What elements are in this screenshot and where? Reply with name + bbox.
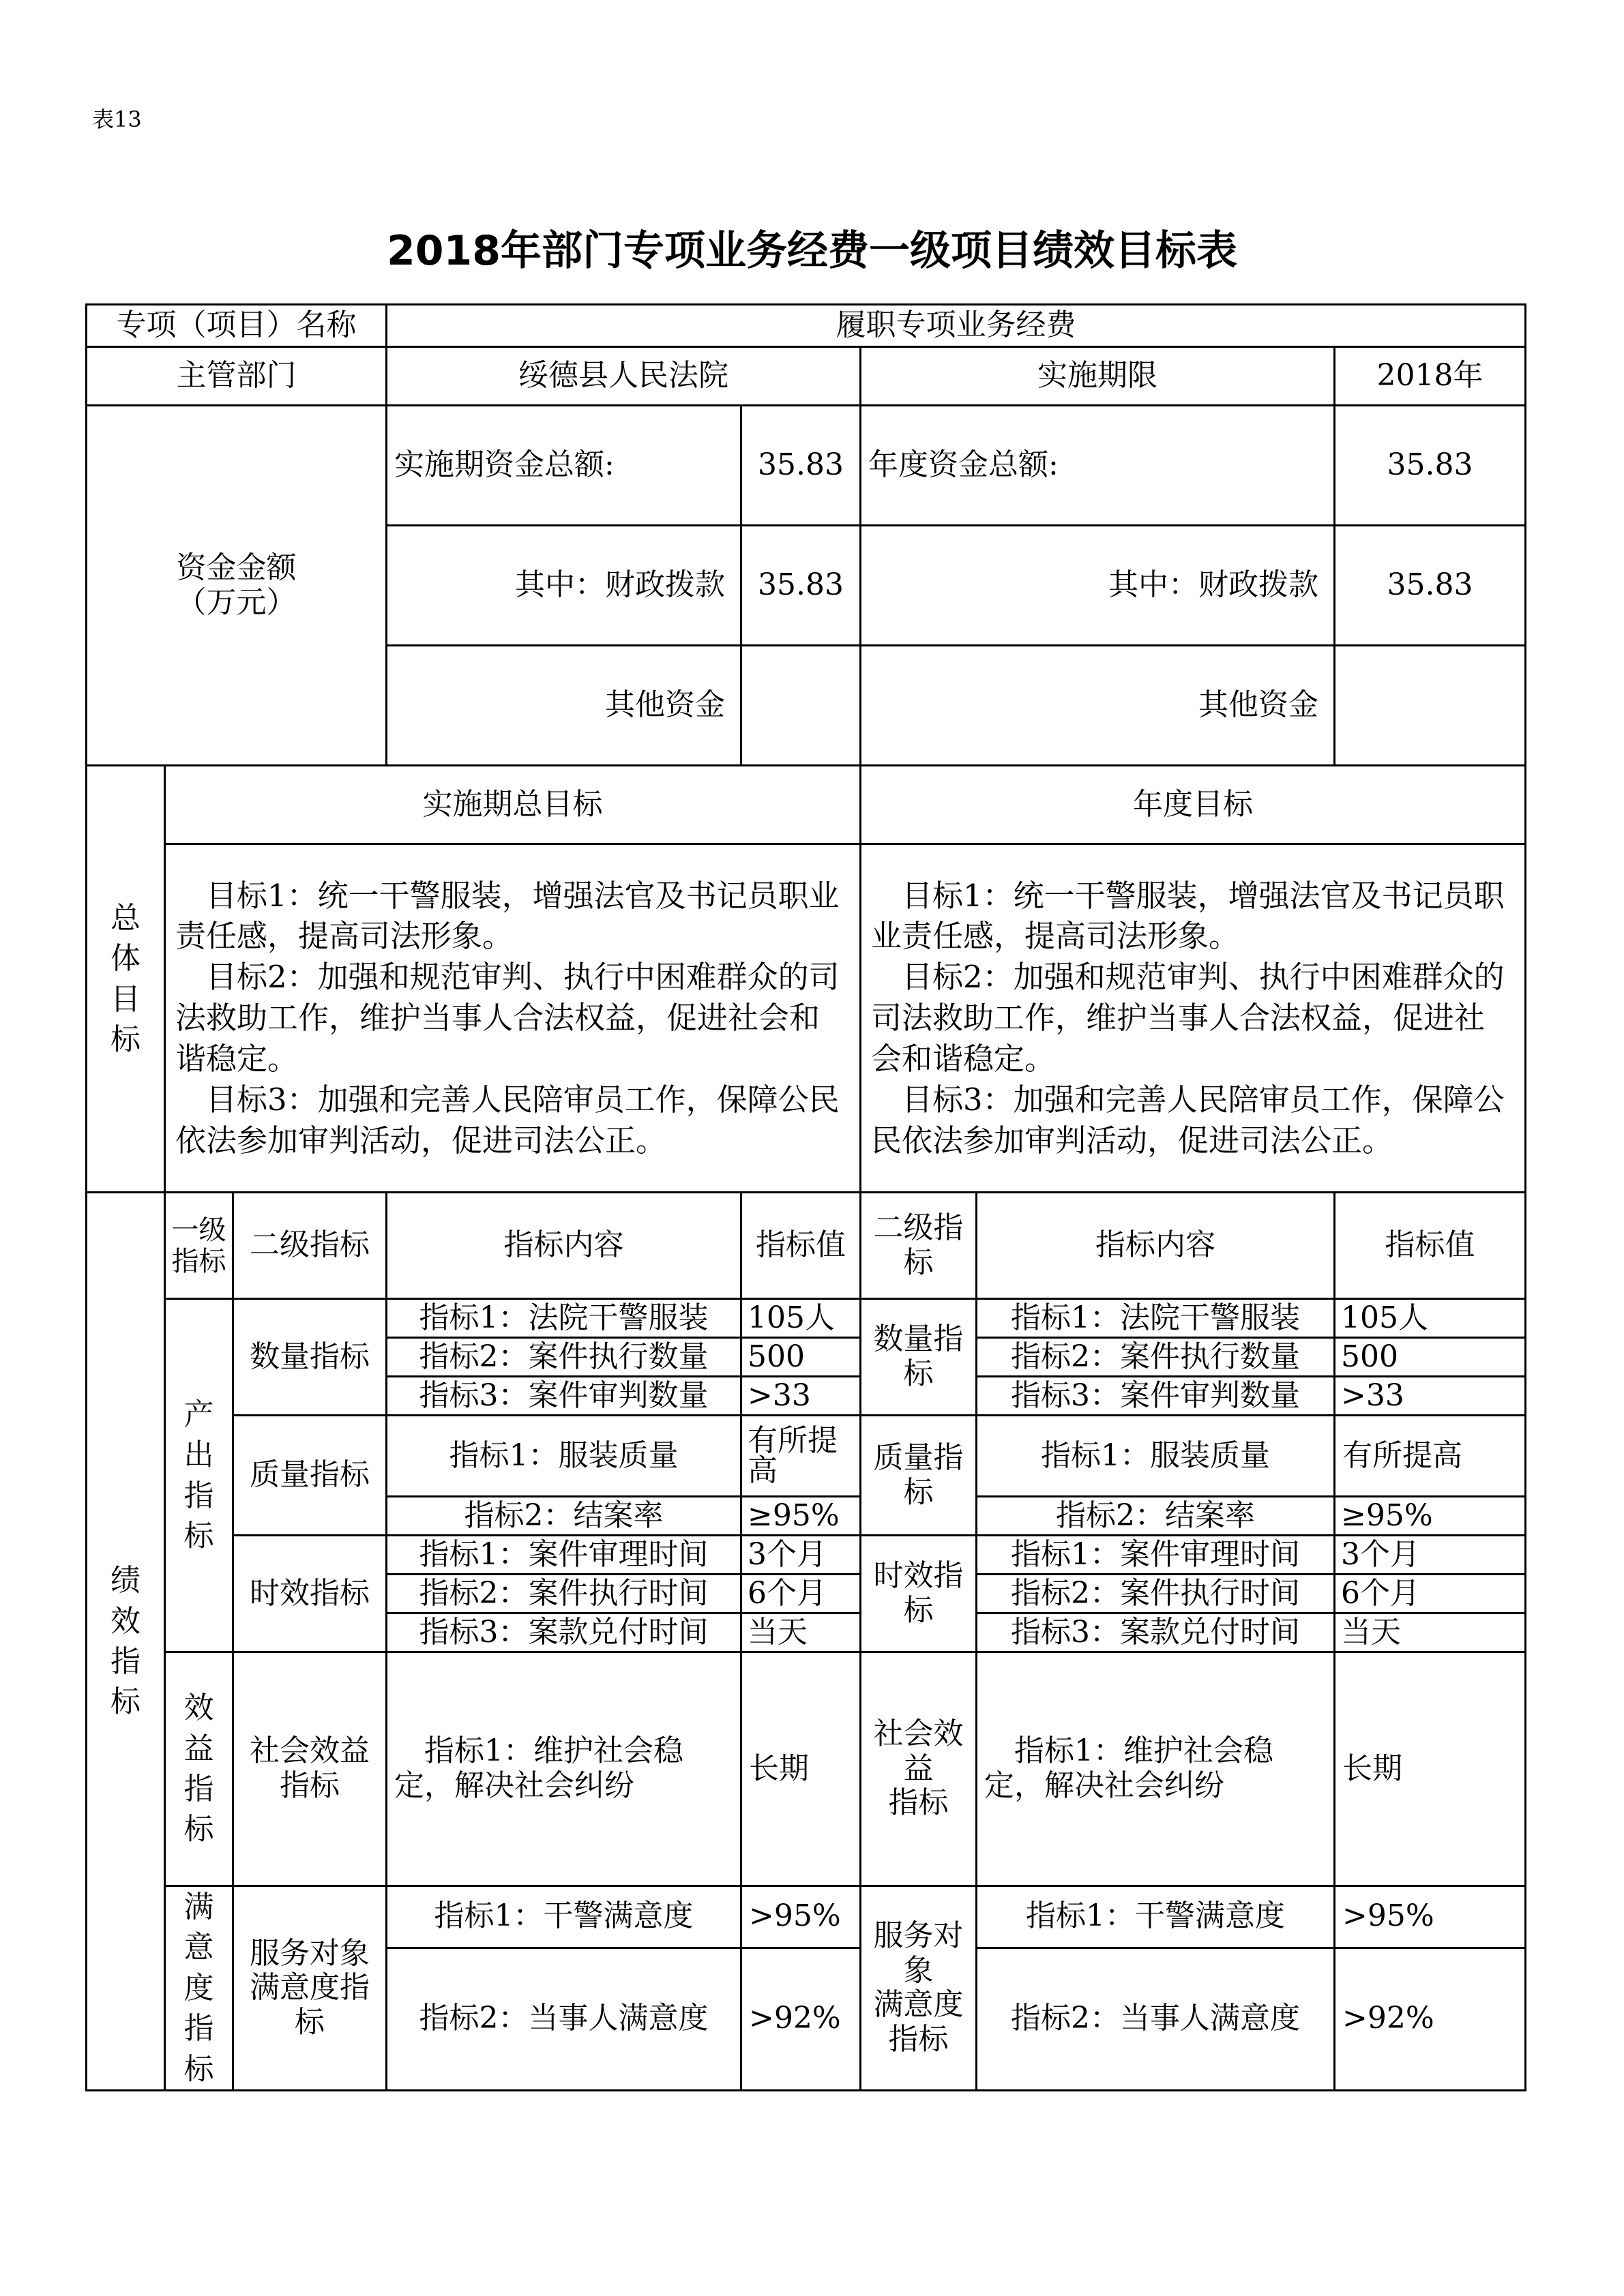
timeliness-label-right: 时效指 标 (861, 1536, 977, 1652)
impl-goal-1: 目标1：统一干警服装，增强法官及书记员职业责任感，提高司法形象。 (175, 877, 840, 955)
indicator-content-right: 指标1：服装质量 (977, 1416, 1335, 1497)
timeliness-label: 时效指标 (233, 1536, 387, 1652)
indicator-content: 指标1：服装质量 (387, 1416, 741, 1497)
benefit-indicators-label: 效 益 指 标 (165, 1652, 233, 1886)
goals-text-row (87, 844, 1526, 1193)
indicator-value: 当天 (741, 1613, 861, 1652)
value-header: 指标值 (741, 1193, 861, 1299)
project-row (87, 305, 1526, 347)
funds-label (87, 406, 387, 766)
year-goal-header: 年度目标 (861, 766, 1526, 844)
social-benefit-label: 社会效益 指标 (233, 1652, 387, 1886)
indicator-value: >92% (741, 1948, 861, 2090)
indicator-value: 105人 (741, 1299, 861, 1338)
impl-total-value: 35.83 (741, 406, 861, 526)
indicator-value-right: 3个月 (1335, 1536, 1526, 1575)
indicator-value-right: >95% (1335, 1886, 1526, 1948)
indicator-value: 3个月 (741, 1536, 861, 1575)
indicator-value-right: 6个月 (1335, 1575, 1526, 1613)
indicator-value-right: 105人 (1335, 1299, 1526, 1338)
level2-header-right: 二级指 标 (861, 1193, 977, 1299)
project-name-label: 专项（项目）名称 (87, 305, 387, 347)
indicator-value-right: 长期 (1335, 1652, 1526, 1886)
impl-goal-3: 目标3：加强和完善人民陪审员工作，保障公民依法参加审判活动，促进司法公正。 (175, 1081, 840, 1159)
project-name-value: 履职专项业务经费 (387, 305, 1526, 347)
quality-label-right: 质量指 标 (861, 1416, 977, 1536)
indicator-content: 指标3：案款兑付时间 (387, 1613, 741, 1652)
indicator-content-right: 指标1：案件审理时间 (977, 1536, 1335, 1575)
indicator-value-right: >92% (1335, 1948, 1526, 2090)
performance-indicators-label: 绩 效 指 标 (87, 1193, 165, 2091)
quantity-label-right: 数量指 标 (861, 1299, 977, 1416)
overall-goals-label: 总 体 目 标 (87, 766, 165, 1193)
indicator-content-right: 指标1：法院干警服装 (977, 1299, 1335, 1338)
indicator-content: 指标3：案件审判数量 (387, 1377, 741, 1416)
goals-header-row (87, 766, 1526, 844)
indicator-value: 500 (741, 1338, 861, 1377)
year-goal-text (861, 844, 1526, 1193)
funds-unit-line: （万元） (176, 584, 297, 620)
department-value: 绥德县人民法院 (387, 347, 861, 406)
output-indicators-label: 产 出 指 标 (165, 1299, 233, 1652)
indicator-header-row (87, 1193, 1526, 1299)
funds-label-line: 资金金额 (176, 550, 297, 585)
content-header-right: 指标内容 (977, 1193, 1335, 1299)
indicator-content: 指标2：案件执行时间 (387, 1575, 741, 1613)
impl-other-label: 其他资金 (387, 646, 741, 766)
department-row (87, 347, 1526, 406)
indicator-value: 有所提 高 (741, 1416, 861, 1497)
period-value: 2018年 (1335, 347, 1526, 406)
indicator-content-right: 指标2：案件执行时间 (977, 1575, 1335, 1613)
value-header-right: 指标值 (1335, 1193, 1526, 1299)
service-satisfaction-label-right: 服务对 象 满意度 指标 (861, 1886, 977, 2091)
year-other-label: 其他资金 (861, 646, 1335, 766)
indicator-value: 长期 (741, 1652, 861, 1886)
indicator-content-right: 指标2：当事人满意度 (977, 1948, 1335, 2090)
indicator-value: >95% (741, 1886, 861, 1948)
impl-fiscal-value: 35.83 (741, 526, 861, 646)
year-goal-2: 目标2：加强和规范审判、执行中困难群众的司法救助工作，维护当事人合法权益，促进社会和谐稳定。 (871, 959, 1505, 1077)
year-fiscal-value: 35.83 (1335, 526, 1526, 646)
indicator-content: 指标2：当事人满意度 (387, 1948, 741, 2090)
indicator-value-right: >33 (1335, 1377, 1526, 1416)
year-fiscal-label: 其中：财政拨款 (861, 526, 1335, 646)
performance-target-table (85, 303, 1526, 2091)
impl-goal-header: 实施期总目标 (165, 766, 861, 844)
service-satisfaction-label: 服务对象 满意度指 标 (233, 1886, 387, 2091)
level1-header: 一级 指标 (165, 1193, 233, 1299)
indicator-content-right: 指标1：维护社会稳 定，解决社会纠纷 (977, 1652, 1335, 1886)
year-total-value: 35.83 (1335, 406, 1526, 526)
funds-total-row (87, 406, 1526, 526)
year-goal-3: 目标3：加强和完善人民陪审员工作，保障公民依法参加审判活动，促进司法公正。 (871, 1081, 1505, 1159)
indicator-value: >33 (741, 1377, 861, 1416)
quality-label: 质量指标 (233, 1416, 387, 1536)
indicator-content-right: 指标3：案件审判数量 (977, 1377, 1335, 1416)
table-row (87, 1416, 1526, 1497)
period-label: 实施期限 (861, 347, 1335, 406)
indicator-value: 6个月 (741, 1575, 861, 1613)
impl-goal-text (165, 844, 861, 1193)
year-goal-1: 目标1：统一干警服装，增强法官及书记员职业责任感，提高司法形象。 (871, 877, 1505, 955)
impl-fiscal-label: 其中：财政拨款 (387, 526, 741, 646)
department-label: 主管部门 (87, 347, 387, 406)
table-row (87, 1299, 1526, 1338)
indicator-content: 指标1：干警满意度 (387, 1886, 741, 1948)
indicator-value-right: 500 (1335, 1338, 1526, 1377)
indicator-content-right: 指标1：干警满意度 (977, 1886, 1335, 1948)
indicator-value-right: 当天 (1335, 1613, 1526, 1652)
indicator-value: ≥95% (741, 1497, 861, 1536)
quantity-label: 数量指标 (233, 1299, 387, 1416)
table-row (87, 1886, 1526, 1948)
indicator-content-right: 指标2：结案率 (977, 1497, 1335, 1536)
year-other-value (1335, 646, 1526, 766)
satisfaction-indicators-label: 满 意 度 指 标 (165, 1886, 233, 2091)
table-row (87, 1536, 1526, 1575)
page-title: 2018年部门专项业务经费一级项目绩效目标表 (387, 227, 1237, 275)
table-row (87, 1652, 1526, 1886)
indicator-content: 指标2：结案率 (387, 1497, 741, 1536)
social-benefit-label-right: 社会效 益 指标 (861, 1652, 977, 1886)
content-header: 指标内容 (387, 1193, 741, 1299)
indicator-content: 指标1：维护社会稳 定，解决社会纠纷 (387, 1652, 741, 1886)
indicator-content-right: 指标3：案款兑付时间 (977, 1613, 1335, 1652)
indicator-content: 指标1：案件审理时间 (387, 1536, 741, 1575)
sheet-label: 表13 (92, 106, 142, 132)
level2-header: 二级指标 (233, 1193, 387, 1299)
impl-other-value (741, 646, 861, 766)
indicator-content-right: 指标2：案件执行数量 (977, 1338, 1335, 1377)
indicator-content: 指标2：案件执行数量 (387, 1338, 741, 1377)
indicator-value-right: ≥95% (1335, 1497, 1526, 1536)
year-total-label: 年度资金总额: (861, 406, 1335, 526)
impl-total-label: 实施期资金总额: (387, 406, 741, 526)
indicator-content: 指标1：法院干警服装 (387, 1299, 741, 1338)
impl-goal-2: 目标2：加强和规范审判、执行中困难群众的司法救助工作，维护当事人合法权益，促进社会和谐稳定。 (175, 959, 840, 1077)
indicator-value-right: 有所提高 (1335, 1416, 1526, 1497)
